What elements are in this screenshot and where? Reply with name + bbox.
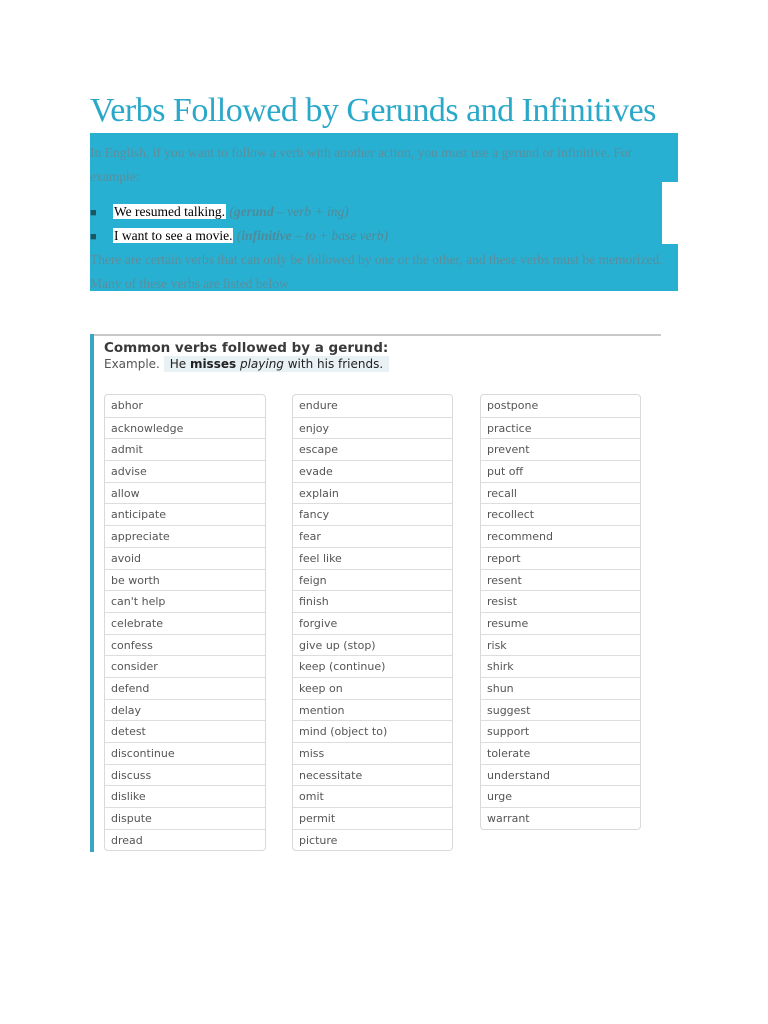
intro-paragraph: In English, if you want to follow a verb with another action, you must use a gerund or infinitive. For example: bbox=[90, 145, 633, 184]
bullet-icon: ■ bbox=[90, 207, 97, 219]
verb-cell: support bbox=[481, 720, 640, 742]
example-sentence: I want to see a movie. bbox=[114, 228, 233, 243]
verb-cell: permit bbox=[293, 807, 452, 829]
verb-column-1 bbox=[104, 394, 266, 851]
verb-cell: mind (object to) bbox=[293, 720, 452, 742]
verb-cell: delay bbox=[105, 699, 265, 721]
verb-cell: picture bbox=[293, 829, 452, 851]
example-sentence: We resumed talking. bbox=[114, 204, 226, 219]
gloss-term: infinitive bbox=[241, 228, 292, 243]
bullet-item-infinitive bbox=[90, 226, 388, 250]
verb-cell: keep (continue) bbox=[293, 655, 452, 677]
verb-cell: tolerate bbox=[481, 742, 640, 764]
verb-cell: recollect bbox=[481, 503, 640, 525]
verb-cell: urge bbox=[481, 785, 640, 807]
verb-cell: postpone bbox=[487, 399, 539, 412]
verb-cell: recommend bbox=[481, 525, 640, 547]
verb-column-3 bbox=[480, 394, 641, 830]
verb-cell: miss bbox=[293, 742, 452, 764]
verb-cell: discontinue bbox=[105, 742, 265, 764]
bullet-item-gerund bbox=[90, 202, 388, 226]
verb-cell: evade bbox=[293, 460, 452, 482]
verb-cell: admit bbox=[105, 438, 265, 460]
gloss-rest: – verb + ing) bbox=[273, 204, 349, 219]
gloss-rest: – to + base verb) bbox=[291, 228, 389, 243]
verb-cell: defend bbox=[105, 677, 265, 699]
verb-cell: escape bbox=[293, 438, 452, 460]
verb-cell: advise bbox=[105, 460, 265, 482]
example-label: Example. bbox=[104, 357, 160, 371]
example-gerund: playing bbox=[239, 357, 284, 371]
bullet-icon: ■ bbox=[90, 231, 97, 243]
verb-cell: appreciate bbox=[105, 525, 265, 547]
example-post: with his friends. bbox=[283, 357, 384, 371]
verb-cell: abhor bbox=[111, 399, 143, 412]
page-title: Verbs Followed by Gerunds and Infinitives bbox=[90, 92, 656, 129]
verb-cell: resist bbox=[481, 590, 640, 612]
example-gloss: (gerund – verb + ing) bbox=[229, 204, 349, 219]
verb-cell: shirk bbox=[481, 655, 640, 677]
verb-cell: can't help bbox=[105, 590, 265, 612]
verb-cell: feel like bbox=[293, 547, 452, 569]
verb-cell: suggest bbox=[481, 699, 640, 721]
verb-cell: resent bbox=[481, 569, 640, 591]
panel-top-border bbox=[94, 334, 661, 336]
verb-cell: report bbox=[481, 547, 640, 569]
verb-cell: explain bbox=[293, 482, 452, 504]
verb-cell: mention bbox=[293, 699, 452, 721]
verb-cell: forgive bbox=[293, 612, 452, 634]
verb-cell: fancy bbox=[293, 503, 452, 525]
panel-accent-bar bbox=[90, 334, 94, 852]
verb-cell: feign bbox=[293, 569, 452, 591]
gloss-term: gerund bbox=[233, 204, 274, 219]
verb-cell: discuss bbox=[105, 764, 265, 786]
verb-cell: fear bbox=[293, 525, 452, 547]
verb-cell: omit bbox=[293, 785, 452, 807]
gerund-verbs-panel bbox=[90, 334, 661, 852]
verb-column-2 bbox=[292, 394, 453, 851]
verb-cell: practice bbox=[481, 417, 640, 439]
example-verb: misses bbox=[189, 357, 237, 371]
example-bullet-list bbox=[90, 202, 388, 250]
verb-cell: celebrate bbox=[105, 612, 265, 634]
verb-cell: consider bbox=[105, 655, 265, 677]
example-gloss: (infinitive – to + base verb) bbox=[236, 228, 389, 243]
verb-cell: finish bbox=[293, 590, 452, 612]
verb-cell: enjoy bbox=[293, 417, 452, 439]
verb-cell: anticipate bbox=[105, 503, 265, 525]
verb-cell: be worth bbox=[105, 569, 265, 591]
verb-cell: detest bbox=[105, 720, 265, 742]
verb-cell: necessitate bbox=[293, 764, 452, 786]
verb-cell: put off bbox=[481, 460, 640, 482]
example-pre: He bbox=[169, 357, 190, 371]
verb-cell: prevent bbox=[481, 438, 640, 460]
verb-cell: confess bbox=[105, 634, 265, 656]
verb-cell: dispute bbox=[105, 807, 265, 829]
verb-cell: avoid bbox=[105, 547, 265, 569]
verb-cell: shun bbox=[481, 677, 640, 699]
verb-cell: recall bbox=[481, 482, 640, 504]
verb-cell: understand bbox=[481, 764, 640, 786]
verb-cell: resume bbox=[481, 612, 640, 634]
verb-cell: allow bbox=[105, 482, 265, 504]
panel-example bbox=[104, 357, 389, 371]
verb-cell: dislike bbox=[105, 785, 265, 807]
verb-cell: keep on bbox=[293, 677, 452, 699]
verb-cell: dread bbox=[105, 829, 265, 851]
verb-cell: endure bbox=[299, 399, 338, 412]
verb-cell: warrant bbox=[481, 807, 640, 829]
verb-cell: acknowledge bbox=[105, 417, 265, 439]
panel-title: Common verbs followed by a gerund: bbox=[104, 340, 389, 356]
verb-cell: risk bbox=[481, 634, 640, 656]
verb-cell: give up (stop) bbox=[293, 634, 452, 656]
example-box bbox=[164, 356, 389, 372]
outro-paragraph: There are certain verbs that can only be followed by one or the other, and these verbs must be memorized. Many of these verbs are listed below bbox=[90, 252, 663, 291]
